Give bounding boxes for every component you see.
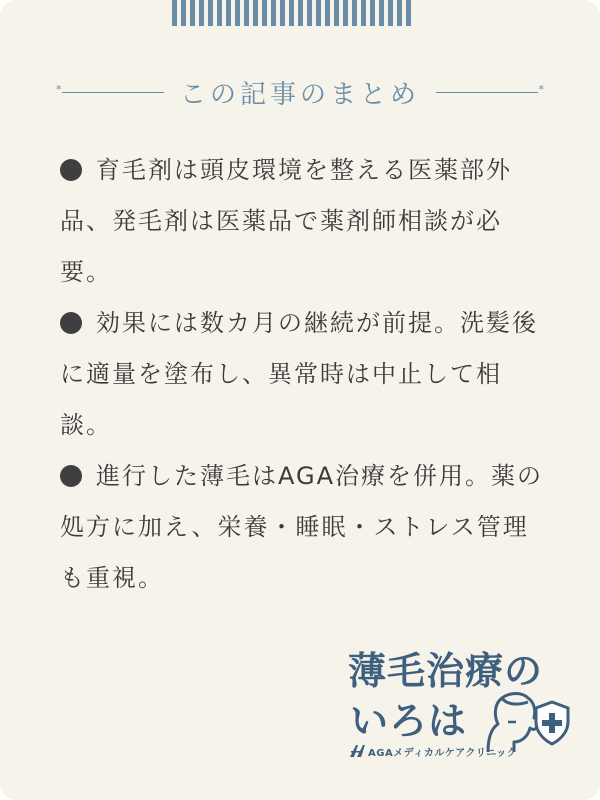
decorative-stripes <box>172 0 434 26</box>
clinic-mark-icon <box>348 744 366 758</box>
summary-heading <box>62 72 538 112</box>
bullet-icon <box>60 465 82 487</box>
heading-rule-left <box>62 92 164 93</box>
summary-point-text: 育毛剤は頭皮環境を整える医薬部外品、発毛剤は医薬品で薬剤師相談が必要。 <box>60 156 512 286</box>
logo-title-line2: いろは <box>350 699 468 743</box>
logo-title-line1: 薄毛治療の <box>348 649 544 693</box>
bullet-icon <box>60 312 82 334</box>
clinic-name: AGAメディカルケアクリニック <box>368 748 518 759</box>
summary-point <box>60 451 546 604</box>
bullet-icon <box>60 159 82 181</box>
site-logo <box>348 640 578 770</box>
heading-rule-right <box>436 92 538 93</box>
summary-point-text: 進行した薄毛はAGA治療を併用。薬の処方に加え、栄養・睡眠・ストレス管理も重視。 <box>60 462 544 592</box>
summary-point <box>60 298 546 451</box>
summary-point <box>60 145 546 298</box>
summary-title: この記事のまとめ <box>180 79 421 110</box>
summary-points <box>60 145 546 604</box>
summary-point-text: 効果には数カ月の継続が前提。洗髪後に適量を塗布し、異常時は中止して相談。 <box>60 309 538 439</box>
